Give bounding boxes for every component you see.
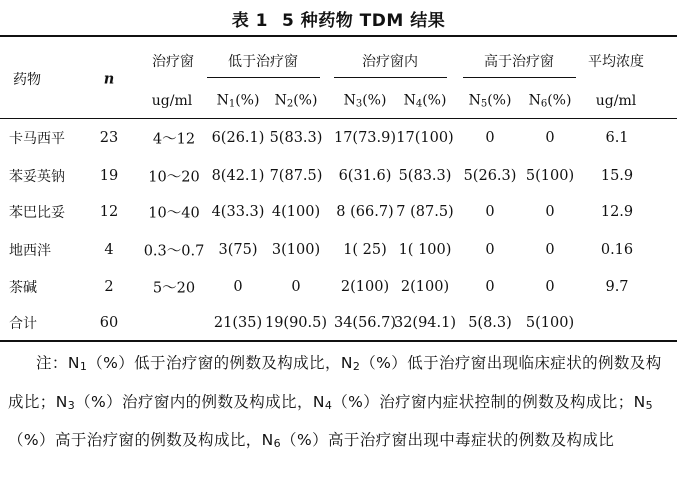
cell-window: 10～20 xyxy=(148,169,200,186)
cell-n4: 5(83.3) xyxy=(398,168,452,184)
header-avg: 平均浓度 xyxy=(588,54,644,70)
cell-n6: 0 xyxy=(545,279,555,295)
cell-window: 5～20 xyxy=(152,280,196,297)
cell-n3: 17(73.9) xyxy=(333,130,397,146)
cell-n1: 8(42.1) xyxy=(211,168,265,184)
pct: (%) xyxy=(293,92,318,109)
pct: (%) xyxy=(362,92,387,109)
note-sub: 3 xyxy=(67,398,76,412)
note-desc-6: 高于治疗窗出现中毒症状的例数及构成比 xyxy=(327,431,615,449)
cell-n: 4 xyxy=(104,242,114,258)
cell-n: 23 xyxy=(99,130,119,146)
table-caption: 5 种药物 TDM 结果 xyxy=(282,11,446,31)
table-label: 表 1 xyxy=(231,11,269,31)
note-desc-2: 低于治疗窗出现临床症状的例数及构成比； xyxy=(8,354,662,411)
n-letter: N xyxy=(216,92,229,109)
cell-n6: 0 xyxy=(545,130,555,146)
cell-n3: 34(56.7) xyxy=(333,315,397,331)
cell-n4: 7 (87.5) xyxy=(396,204,454,220)
header-window-unit: ug/ml xyxy=(151,93,193,109)
note-sub: 2 xyxy=(352,360,361,373)
cell-n5: 5(8.3) xyxy=(468,315,512,331)
note-desc-1: 低于治疗窗的例数及构成比， xyxy=(134,354,341,372)
cell-n: 60 xyxy=(99,315,119,331)
note-pct: （%） xyxy=(281,431,328,449)
cell-n6: 0 xyxy=(545,204,555,220)
cell-n5: 0 xyxy=(485,204,495,220)
cell-n2: 0 xyxy=(291,279,301,295)
group-underline-above xyxy=(463,77,576,78)
header-drug: 药物 xyxy=(13,72,41,88)
cell-n5: 0 xyxy=(485,130,495,146)
note-pct: （%） xyxy=(87,354,135,372)
header-avg-unit: ug/ml xyxy=(595,93,637,109)
note-n: N xyxy=(261,431,274,449)
note-desc-5: 高于治疗窗的例数及构成比， xyxy=(54,431,262,449)
pct: (%) xyxy=(487,92,512,109)
header-window: 治疗窗 xyxy=(152,54,194,70)
header-n: n xyxy=(103,70,115,88)
note-n: N xyxy=(340,354,353,372)
cell-n1: 6(26.1) xyxy=(211,130,265,146)
header-n1 xyxy=(217,93,260,110)
n-letter: N xyxy=(343,92,356,109)
pct: (%) xyxy=(422,92,447,109)
n-letter: N xyxy=(468,92,481,109)
cell-n2: 19(90.5) xyxy=(264,315,328,331)
group-underline-within xyxy=(334,77,447,78)
header-rule xyxy=(0,118,677,119)
n-sub: 4 xyxy=(415,98,423,110)
note-pct: （%） xyxy=(360,354,408,372)
cell-n1: 3(75) xyxy=(218,242,258,258)
cell-drug: 苯巴比妥 xyxy=(9,205,65,221)
note-sub: 6 xyxy=(273,437,282,450)
cell-drug: 茶碱 xyxy=(9,280,37,296)
note-n: N xyxy=(312,392,325,411)
note-n: N xyxy=(67,354,80,372)
cell-n: 12 xyxy=(99,204,119,220)
bottom-rule xyxy=(0,340,677,342)
cell-drug: 地西泮 xyxy=(9,243,51,259)
header-within: 治疗窗内 xyxy=(362,54,418,70)
cell-window: 0.3～0.7 xyxy=(143,243,205,260)
note-sub: 1 xyxy=(79,360,88,373)
group-underline-below xyxy=(207,77,320,78)
cell-avg: 15.9 xyxy=(600,168,634,184)
note-desc-3: 治疗窗内的例数及构成比， xyxy=(122,392,313,411)
cell-drug: 苯妥英钠 xyxy=(9,169,65,185)
pct: (%) xyxy=(235,92,260,109)
n-letter: N xyxy=(403,92,416,109)
cell-n4: 1( 100) xyxy=(398,242,452,258)
note-desc-4: 治疗窗内症状控制的例数及构成比； xyxy=(379,392,634,411)
cell-n: 19 xyxy=(99,168,119,184)
cell-avg: 6.1 xyxy=(605,130,629,146)
note-pct: （%） xyxy=(8,431,55,449)
header-above: 高于治疗窗 xyxy=(484,54,554,70)
cell-n6: 5(100) xyxy=(525,315,575,331)
cell-avg: 9.7 xyxy=(605,279,629,295)
cell-window: 4～12 xyxy=(152,131,196,148)
cell-window: 10～40 xyxy=(148,205,200,222)
cell-n3: 2(100) xyxy=(340,279,390,295)
cell-n2: 3(100) xyxy=(271,242,321,258)
table-title xyxy=(0,6,677,31)
top-rule xyxy=(0,35,677,37)
cell-n1: 21(35) xyxy=(213,315,263,331)
table-footnote xyxy=(8,346,673,462)
header-n6 xyxy=(529,93,572,110)
header-below: 低于治疗窗 xyxy=(228,54,298,70)
cell-n5: 5(26.3) xyxy=(463,168,517,184)
cell-n1: 0 xyxy=(233,279,243,295)
cell-n2: 4(100) xyxy=(271,204,321,220)
header-n3 xyxy=(344,93,387,110)
n-letter: N xyxy=(274,92,287,109)
cell-n3: 6(31.6) xyxy=(338,168,392,184)
cell-n1: 4(33.3) xyxy=(211,204,265,220)
cell-n: 2 xyxy=(104,279,114,295)
cell-n4: 17(100) xyxy=(396,130,454,146)
header-n5 xyxy=(469,93,512,110)
cell-n2: 5(83.3) xyxy=(269,130,323,146)
pct: (%) xyxy=(547,92,572,109)
cell-n4: 2(100) xyxy=(400,279,450,295)
cell-drug: 卡马西平 xyxy=(9,131,65,147)
n-sub: 1 xyxy=(228,98,236,110)
note-pct: （%） xyxy=(75,392,123,411)
cell-n4: 32(94.1) xyxy=(393,315,457,331)
header-n4 xyxy=(404,93,447,110)
n-sub: 2 xyxy=(286,98,294,110)
cell-drug: 合计 xyxy=(9,316,37,332)
note-n: N xyxy=(633,392,646,411)
cell-n6: 5(100) xyxy=(525,168,575,184)
cell-n3: 8 (66.7) xyxy=(336,204,394,220)
note-sub: 5 xyxy=(645,398,654,412)
header-n2 xyxy=(275,93,318,110)
cell-n6: 0 xyxy=(545,242,555,258)
n-letter: N xyxy=(528,92,541,109)
n-sub: 3 xyxy=(355,98,363,110)
note-prefix: 注： xyxy=(36,354,68,372)
cell-n2: 7(87.5) xyxy=(269,168,323,184)
note-n: N xyxy=(55,392,68,411)
cell-n5: 0 xyxy=(485,242,495,258)
note-sub: 4 xyxy=(324,398,333,412)
note-pct: （%） xyxy=(332,392,380,411)
n-sub: 5 xyxy=(480,98,488,110)
cell-avg: 12.9 xyxy=(600,204,634,220)
cell-n3: 1( 25) xyxy=(343,242,387,258)
cell-n5: 0 xyxy=(485,279,495,295)
n-sub: 6 xyxy=(540,98,548,110)
cell-avg: 0.16 xyxy=(600,242,634,258)
